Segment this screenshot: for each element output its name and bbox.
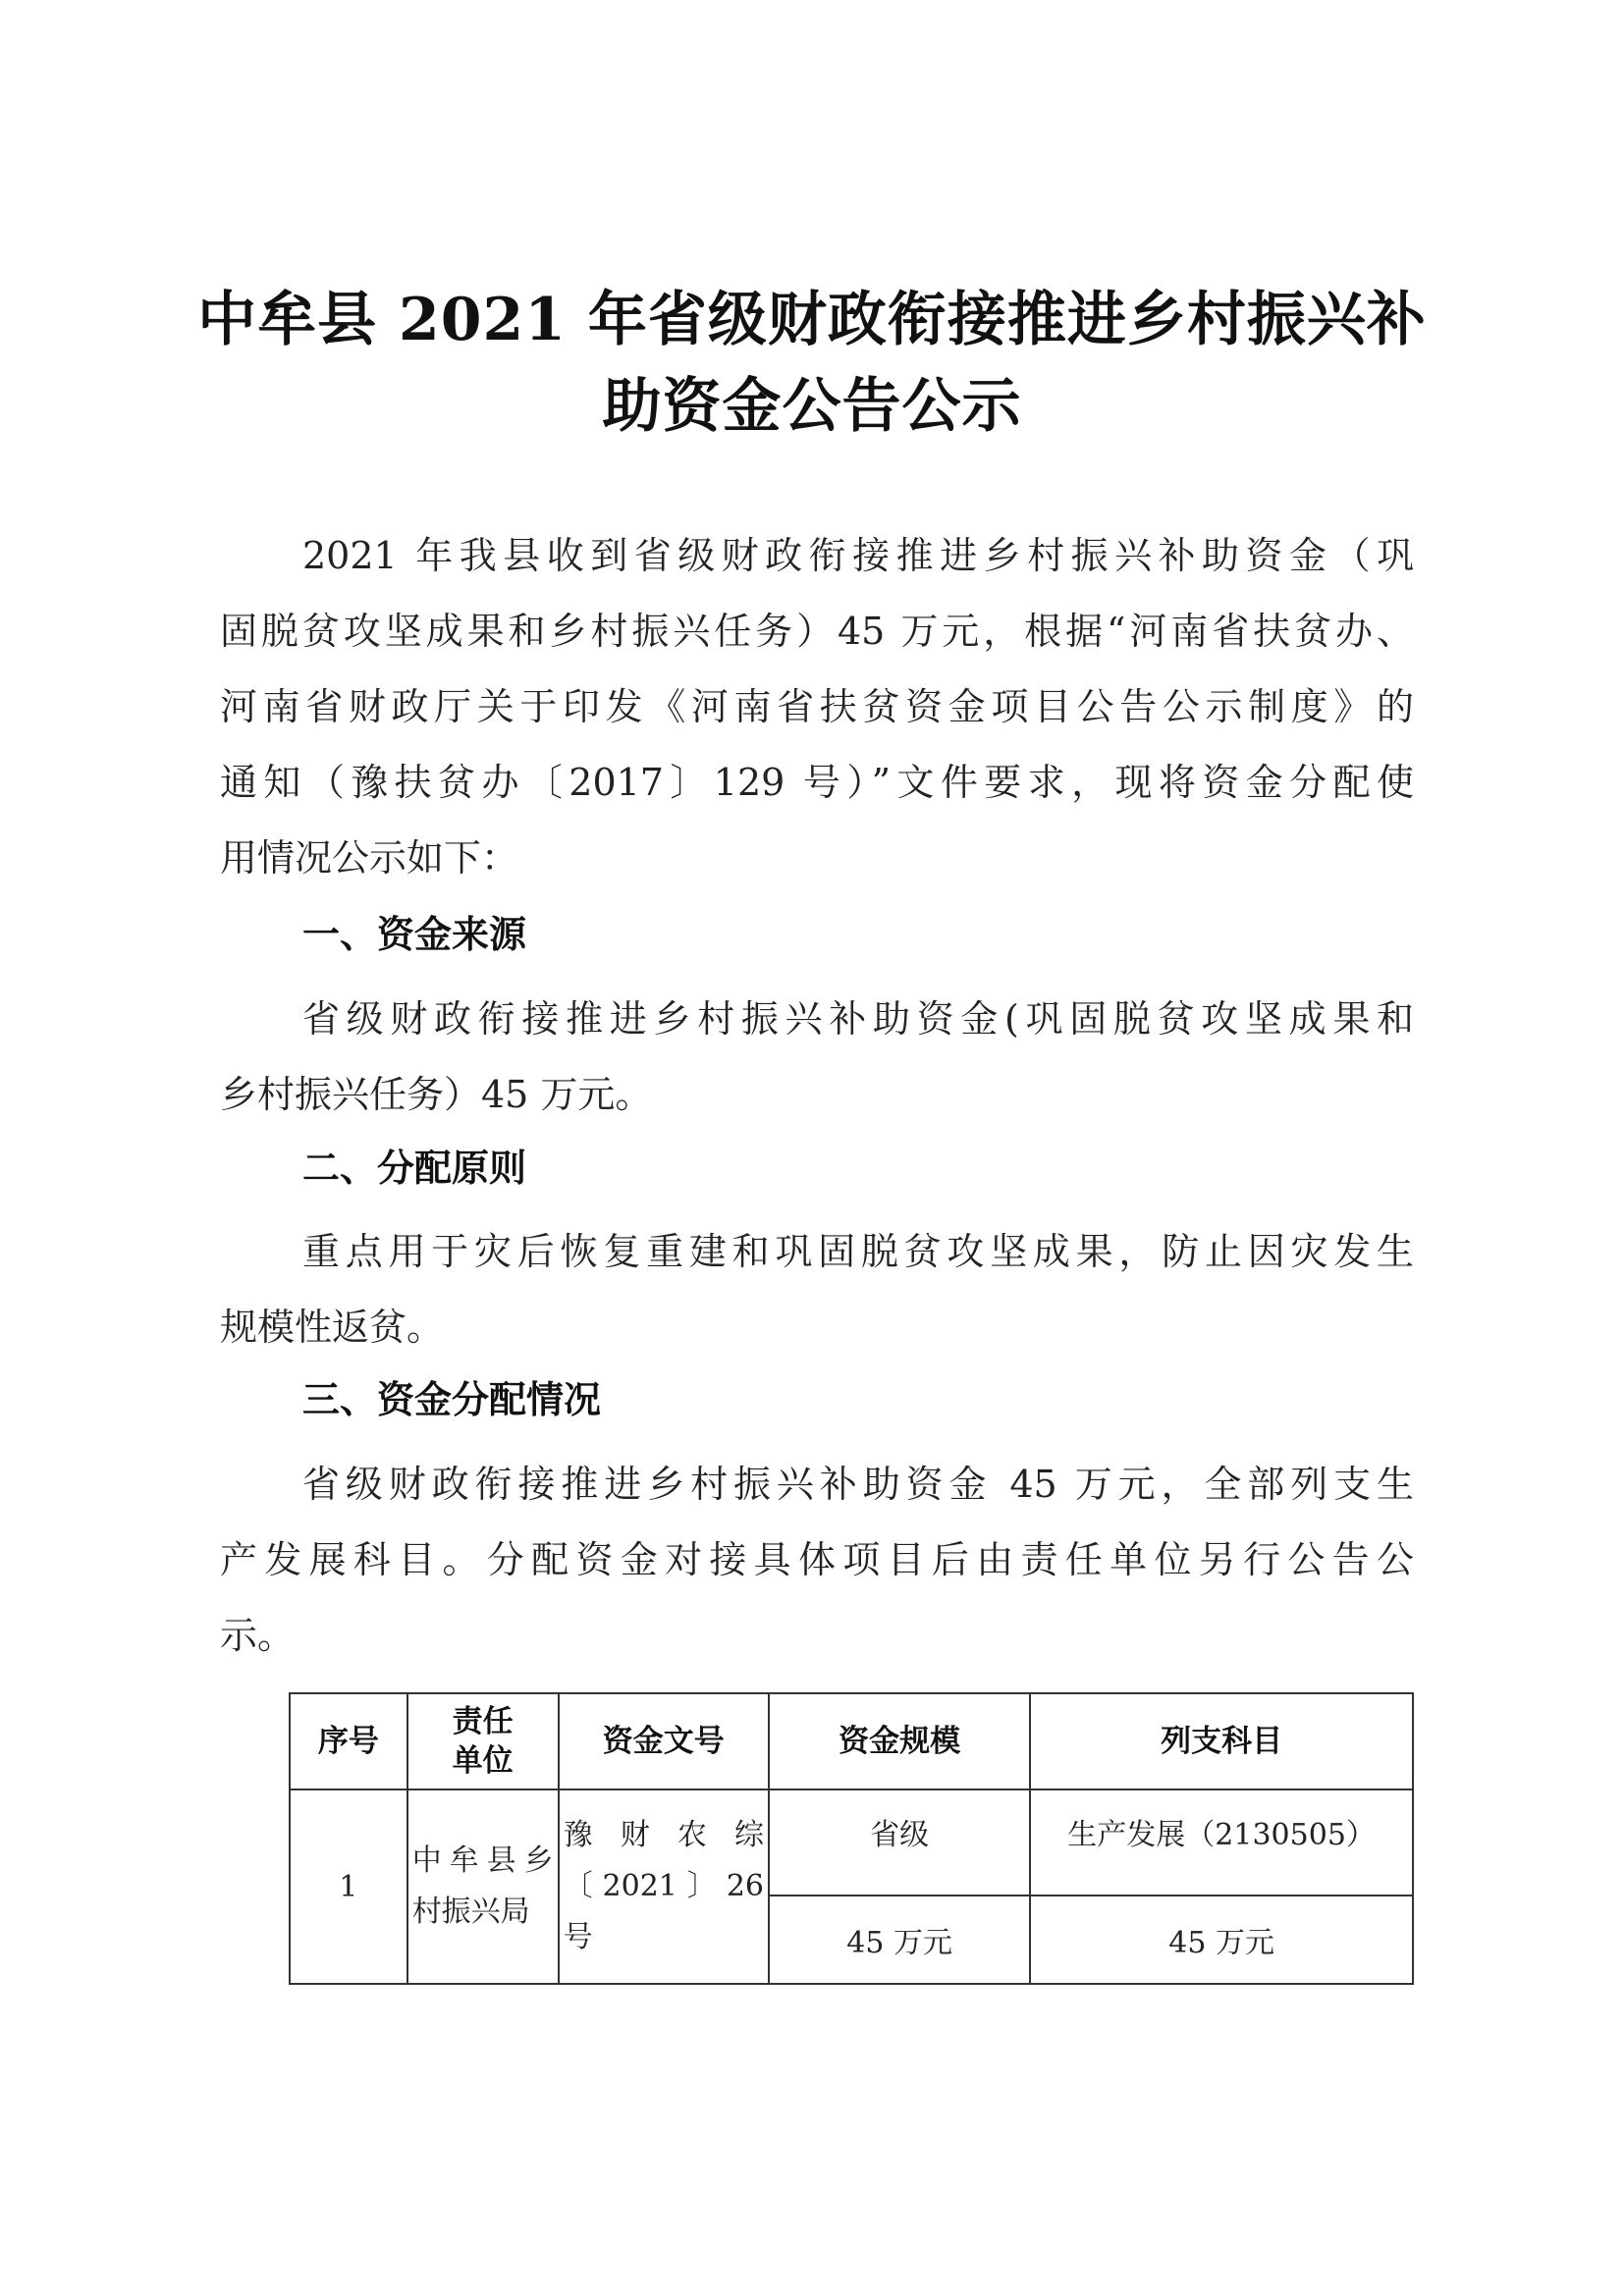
document-title xyxy=(196,277,1428,450)
principles-line-2: 规模性返贫。 xyxy=(220,1306,445,1349)
header-doc: 资金文号 xyxy=(559,1693,769,1789)
fund-source-line-1: 省级财政衔接推进乡村振兴补助资金(巩固脱贫攻坚成果和 xyxy=(302,997,1414,1041)
section-body-allocation xyxy=(220,1447,1414,1674)
intro-line-4: 通知（豫扶贫办〔2017〕129 号）”文件要求，现将资金分配使 xyxy=(220,761,1414,804)
allocation-line-3: 示。 xyxy=(220,1614,296,1657)
cell-scale-label: 省级 xyxy=(769,1789,1030,1896)
cell-seq: 1 xyxy=(290,1789,407,1984)
cell-doc-line-2: 〔2021〕26 号 xyxy=(563,1869,764,1954)
section-heading-principles: 二、分配原则 xyxy=(302,1147,527,1190)
header-subject: 列支科目 xyxy=(1030,1693,1413,1789)
section-heading-fund-source: 一、资金来源 xyxy=(302,913,527,956)
fund-source-line-2: 乡村振兴任务）45 万元。 xyxy=(220,1073,653,1116)
cell-unit-line-1: 中牟县乡 xyxy=(411,1843,554,1878)
title-line-2: 助资金公告公示 xyxy=(602,372,1022,441)
cell-unit xyxy=(407,1789,559,1984)
header-seq: 序号 xyxy=(290,1693,407,1789)
intro-line-5: 用情况公示如下： xyxy=(220,836,519,880)
table-header-row xyxy=(290,1693,1413,1789)
cell-doc-line-1: 豫财农综 xyxy=(563,1818,764,1852)
cell-doc xyxy=(559,1789,769,1984)
principles-line-1: 重点用于灾后恢复重建和巩固脱贫攻坚成果，防止因灾发生 xyxy=(302,1230,1414,1273)
cell-subject-value: 45 万元 xyxy=(1030,1896,1413,1984)
header-unit-line-1: 责任 xyxy=(452,1704,514,1739)
section-heading-allocation: 三、资金分配情况 xyxy=(302,1378,602,1421)
intro-line-1: 2021 年我县收到省级财政衔接推进乡村振兴补助资金（巩 xyxy=(302,534,1414,577)
header-unit xyxy=(407,1693,559,1789)
header-unit-line-2: 单位 xyxy=(452,1743,514,1779)
section-body-fund-source xyxy=(220,982,1414,1133)
intro-paragraph xyxy=(220,518,1414,896)
intro-line-2: 固脱贫攻坚成果和乡村振兴任务）45 万元，根据“河南省扶贫办、 xyxy=(220,610,1414,653)
cell-subject-label: 生产发展（2130505） xyxy=(1030,1789,1413,1896)
table-row xyxy=(290,1789,1413,1896)
cell-scale-value: 45 万元 xyxy=(769,1896,1030,1984)
cell-unit-line-2: 村振兴局 xyxy=(411,1895,530,1929)
section-body-principles xyxy=(220,1214,1414,1365)
allocation-table xyxy=(289,1692,1414,1985)
allocation-line-2: 产发展科目。分配资金对接具体项目后由责任单位另行公告公 xyxy=(220,1538,1414,1581)
header-scale: 资金规模 xyxy=(769,1693,1030,1789)
intro-line-3: 河南省财政厅关于印发《河南省扶贫资金项目公告公示制度》的 xyxy=(220,685,1414,728)
title-line-1: 中牟县 2021 年省级财政衔接推进乡村振兴补 xyxy=(197,286,1427,354)
allocation-line-1: 省级财政衔接推进乡村振兴补助资金 45 万元，全部列支生 xyxy=(302,1463,1414,1506)
